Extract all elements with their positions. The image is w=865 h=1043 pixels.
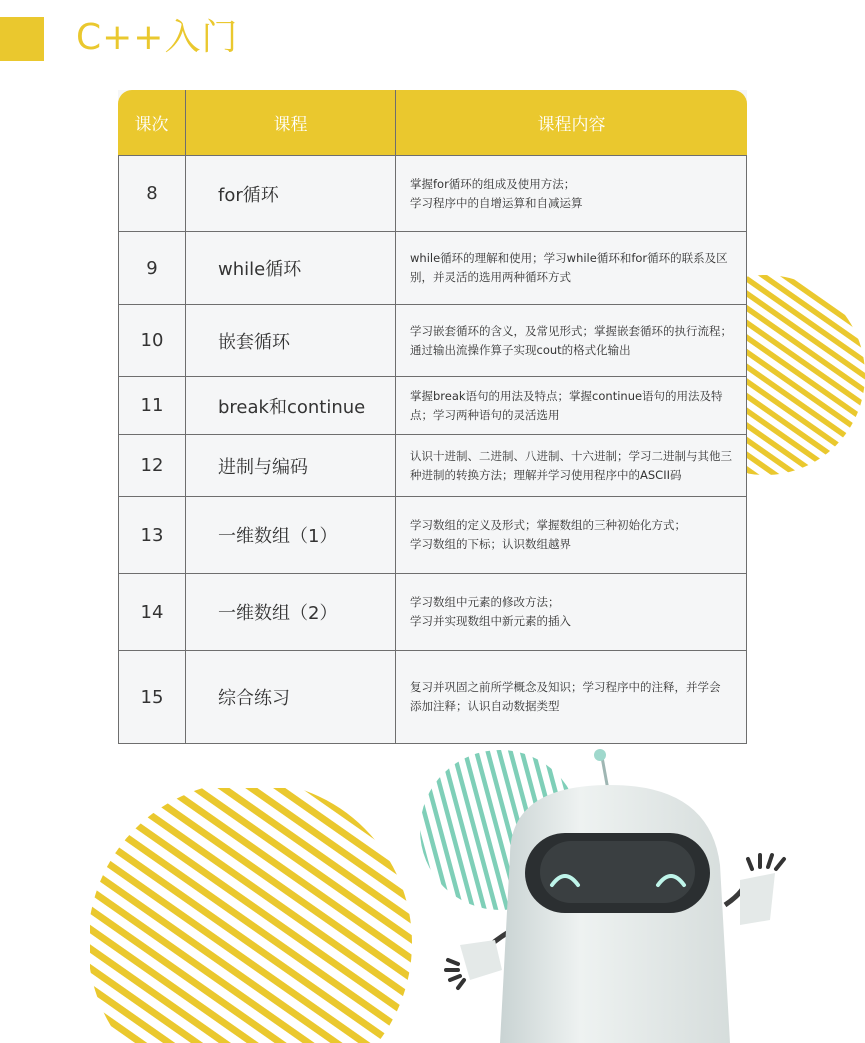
course-name: 进制与编码 bbox=[186, 435, 396, 497]
course-name: 综合练习 bbox=[186, 651, 396, 744]
course-content: 掌握for循环的组成及使用方法； 学习程序中的自增运算和自减运算 bbox=[396, 156, 747, 232]
lesson-no: 14 bbox=[118, 574, 186, 651]
course-content: 认识十进制、二进制、八进制、十六进制；学习二进制与其他三 种进制的转换方法；理解并学习使用程序中的ASCII码 bbox=[396, 435, 747, 497]
course-name: 一维数组（2） bbox=[186, 574, 396, 651]
lesson-no: 13 bbox=[118, 497, 186, 574]
robot-illustration bbox=[440, 745, 800, 1043]
course-content: 学习数组中元素的修改方法； 学习并实现数组中新元素的插入 bbox=[396, 574, 747, 651]
course-name: for循环 bbox=[186, 156, 396, 232]
lesson-no: 9 bbox=[118, 232, 186, 305]
course-content: 复习并巩固之前所学概念及知识；学习程序中的注释，并学会 添加注释；认识自动数据类型 bbox=[396, 651, 747, 744]
table-row bbox=[118, 497, 747, 574]
table-row bbox=[118, 651, 747, 744]
lesson-no: 15 bbox=[118, 651, 186, 744]
header-content: 课程内容 bbox=[396, 90, 747, 156]
table-row bbox=[118, 305, 747, 377]
page-title: C++入门 bbox=[76, 17, 239, 58]
course-content: 掌握break语句的用法及特点；掌握continue语句的用法及特 点；学习两种语句的灵活选用 bbox=[396, 377, 747, 435]
lesson-no: 11 bbox=[118, 377, 186, 435]
table-row bbox=[118, 574, 747, 651]
table-row bbox=[118, 156, 747, 232]
table-header-row bbox=[118, 90, 747, 156]
table-row bbox=[118, 377, 747, 435]
lesson-no: 8 bbox=[118, 156, 186, 232]
course-name: 嵌套循环 bbox=[186, 305, 396, 377]
table-row bbox=[118, 232, 747, 305]
course-name: break和continue bbox=[186, 377, 396, 435]
lesson-no: 12 bbox=[118, 435, 186, 497]
course-content: 学习嵌套循环的含义，及常见形式；掌握嵌套循环的执行流程； 通过输出流操作算子实现cout的格式化输出 bbox=[396, 305, 747, 377]
course-name: 一维数组（1） bbox=[186, 497, 396, 574]
header-square bbox=[0, 17, 44, 61]
header-course: 课程 bbox=[186, 90, 396, 156]
striped-circle-bottom-left bbox=[90, 788, 420, 1043]
course-content: while循环的理解和使用；学习while循环和for循环的联系及区 别，并灵活的选用两种循环方式 bbox=[396, 232, 747, 305]
lesson-no: 10 bbox=[118, 305, 186, 377]
table-row bbox=[118, 435, 747, 497]
course-table bbox=[118, 90, 747, 744]
course-name: while循环 bbox=[186, 232, 396, 305]
course-content: 学习数组的定义及形式；掌握数组的三种初始化方式； 学习数组的下标；认识数组越界 bbox=[396, 497, 747, 574]
header-lesson-no: 课次 bbox=[118, 90, 186, 156]
